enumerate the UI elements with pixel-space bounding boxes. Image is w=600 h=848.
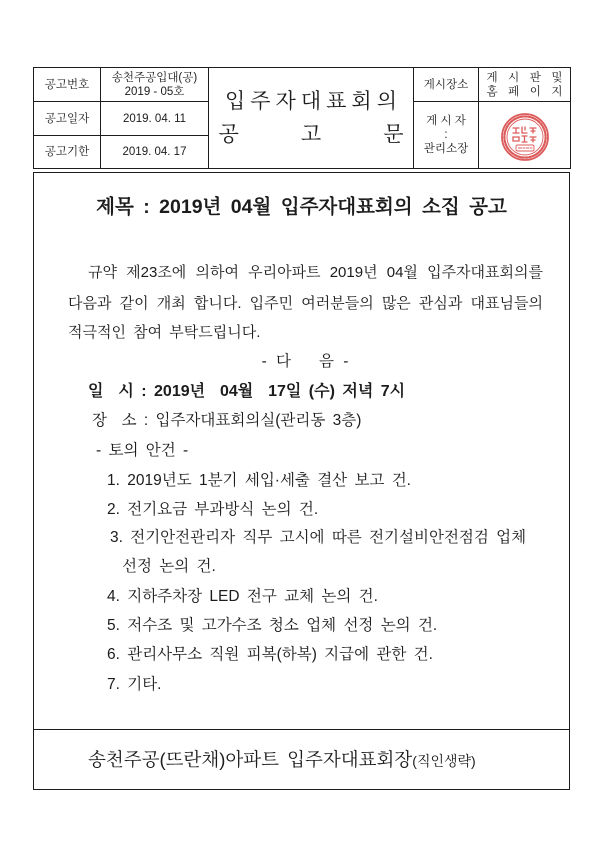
posting-place-label: 게시장소 (414, 68, 479, 102)
agenda-item-continuation: 선정 논의 건. (122, 558, 216, 575)
poster-value: 관리소장 (423, 143, 469, 155)
notice-number-value (101, 68, 209, 102)
footer-divider (33, 729, 570, 730)
notice-date-label: 공고일자 (34, 102, 101, 136)
posting-place-line: 게 시 판 및 (486, 71, 563, 84)
signer-name: 송천주공(뜨란채)아파트 입주자대표회장 (88, 749, 413, 770)
title-line: 공 고 문 (218, 123, 404, 146)
agenda-item: 6. 관리사무소 직원 피복(하복) 지급에 관한 건. (107, 646, 433, 663)
intro-paragraph-line: 다음과 같이 개최 합니다. 입주민 여러분들의 많은 관심과 대표님들의 (68, 295, 543, 312)
meeting-venue: 장 소 : 입주자대표회의실(관리동 3층) (92, 412, 362, 429)
notice-number-line: 2019 - 05호 (124, 85, 185, 98)
agenda-item: 3. 전기안전관리자 직무 고시에 따른 전기설비안전점검 업체 (110, 529, 527, 546)
poster-colon: : (444, 129, 448, 141)
seal-bottom-band (516, 145, 534, 151)
agenda-item: 4. 지하주차장 LED 전구 교체 논의 건. (107, 588, 378, 605)
official-seal-stamp (500, 112, 550, 162)
agenda-item: 5. 저수조 및 고가수조 청소 업체 선정 논의 건. (107, 617, 438, 634)
posting-place-line: 홈 페 이 지 (486, 85, 563, 98)
notice-header-table (33, 67, 571, 169)
title-line: 입주자대표회의 (224, 90, 402, 113)
section-divider: - 다 음 - (261, 353, 349, 370)
notice-number-line: 송천주공입대(공) (111, 71, 198, 84)
meeting-datetime: 일 시 : 2019년 04월 17일 (수) 저녁 7시 (88, 383, 406, 400)
notice-date-value: 2019. 04. 11 (101, 102, 209, 136)
agenda-item: 7. 기타. (107, 676, 162, 693)
document-title (209, 68, 414, 169)
poster-label: 게 시 자 (426, 115, 466, 127)
notice-signature (88, 748, 476, 774)
posting-place-value (479, 68, 571, 102)
agenda-item: 2. 전기요금 부과방식 논의 건. (107, 501, 319, 518)
notice-number-label: 공고번호 (34, 68, 101, 102)
agenda-heading: - 토의 안건 - (96, 442, 189, 459)
poster-cell (414, 102, 479, 169)
agenda-item: 1. 2019년도 1분기 세입·세출 결산 보고 건. (107, 472, 411, 489)
deadline-value: 2019. 04. 17 (101, 136, 209, 169)
seal-cell (479, 102, 571, 169)
seal-center-marks (513, 127, 536, 142)
deadline-label: 공고기한 (34, 136, 101, 169)
intro-paragraph-line: 적극적인 참여 부탁드립니다. (68, 324, 261, 341)
notice-subject: 제목 : 2019년 04월 입주자대표회의 소집 공고 (96, 196, 507, 218)
seal-omitted-note: (직인생략) (412, 753, 476, 769)
intro-paragraph-line: 규약 제23조에 의하여 우리아파트 2019년 04월 입주자대표회의를 (88, 264, 543, 281)
